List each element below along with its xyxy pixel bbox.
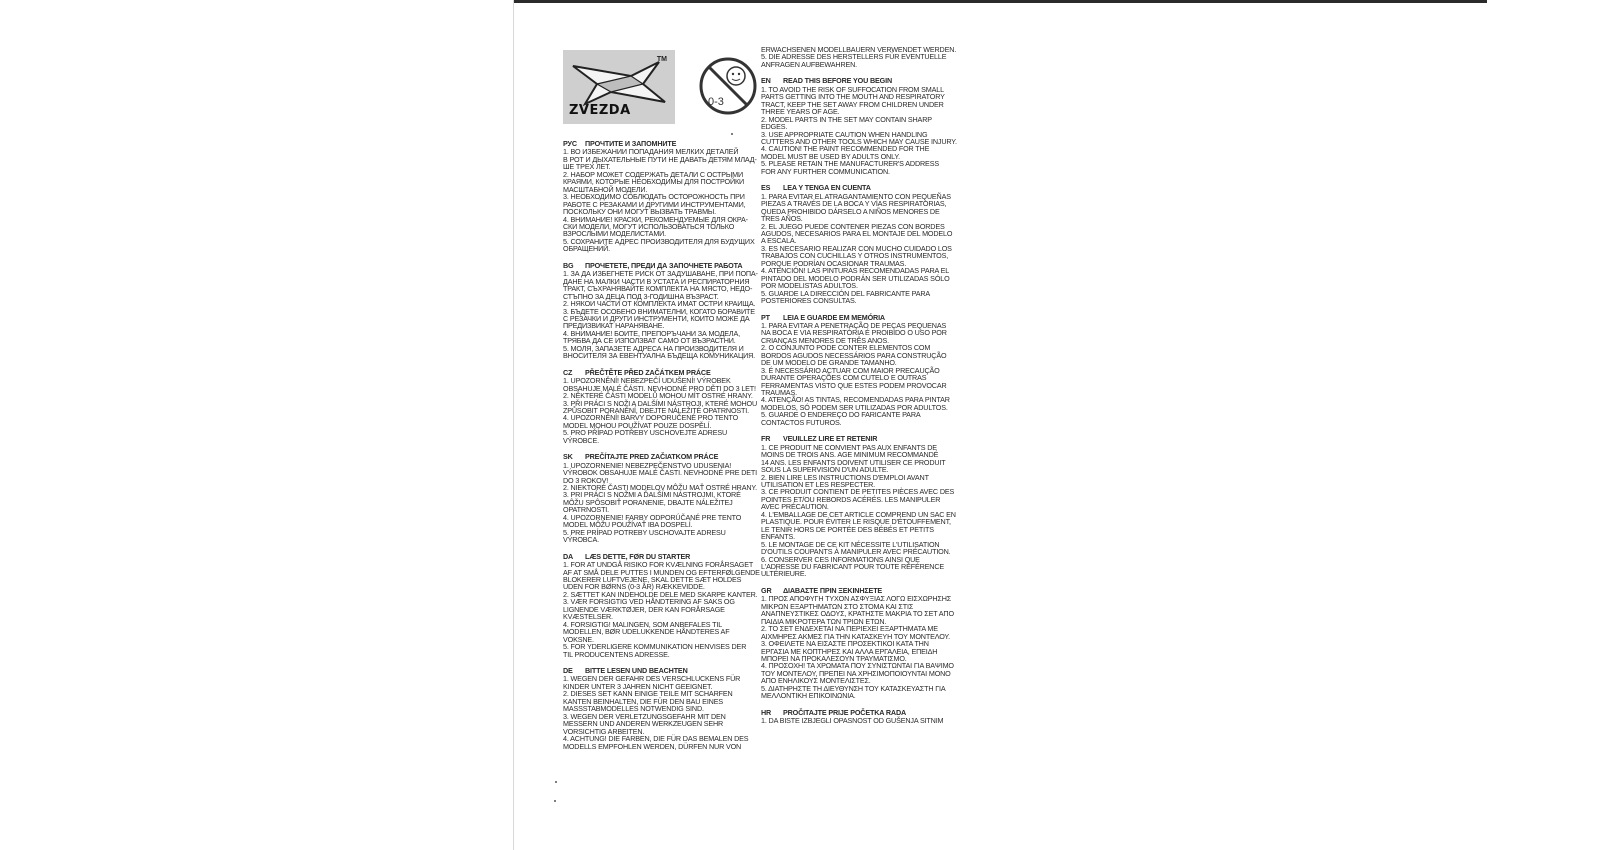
- instruction-line: ПРЕДИЗВИКАТ НАРАНЯВАНЕ.: [563, 321, 665, 331]
- instruction-line: 5. PRE PRÍPAD POTREBY USCHOVAJTE ADRESU: [563, 527, 726, 537]
- section-title: READ THIS BEFORE YOU BEGIN: [783, 76, 892, 86]
- instruction-line: СКИ МОДЕЛИ, МОГУТ ИСПОЛЬЗОВАТЬСЯ ТОЛЬКО: [563, 221, 735, 231]
- section-title: LEIA E GUARDE EM MEMÓRIA: [783, 312, 885, 322]
- instruction-line: ΕΡΓΑΣΙΑ ΜΕ ΚΟΠΤΗΡΕΣ ΚΑΙ ΑΛΛΑ ΕΡΓΑΛΕΙΑ, ΕΠΕΙΔΗ: [761, 646, 938, 656]
- instruction-line: ZPŮSOBIT PORANĚNÍ, DBEJTE NÁLEŽITÉ OPATRNOSTI.: [563, 405, 749, 415]
- instruction-line: 4. ВНИМАНИЕ! БОИТЕ, ПРЕПОРЪЧАНИ ЗА МОДЕЛА,: [563, 328, 740, 338]
- instruction-line: L'ADRESSE DU FABRICANT POUR TOUTE RÉFÉRENCE: [761, 562, 945, 571]
- section-title: LÆS DETTE, FØR DU STARTER: [585, 551, 691, 561]
- instruction-line: 5. PRO PŘÍPAD POTŘEBY USCHOVEJTE ADRESU: [563, 428, 728, 438]
- instruction-line: VÝROBCA.: [563, 535, 599, 545]
- instruction-line: ТРАКТ, СЪХРАНЯВАЙТЕ КОМПЛЕКТА НА МЯСТО, НЕДО-: [563, 284, 753, 294]
- instruction-line: PIEZAS A TRAVÉS DE LA BOCA Y VÍAS RESPIRATORIAS,: [761, 199, 947, 209]
- instruction-line: MOINS DE TROIS ANS. AGE MINIMUM RECOMMANDÉ: [761, 450, 939, 460]
- section-title: BITTE LESEN UND BEACHTEN: [585, 666, 688, 675]
- instruction-line: SOUS LA SUPERVISION D'UN ADULTE.: [761, 465, 889, 475]
- instruction-line: NA BOCA E VIA RESPIRATÓRIA É PROIBIDO O USO POR: [761, 328, 947, 338]
- trademark-mark: TM: [656, 56, 667, 63]
- instruction-line: 14 ANS. LES ENFANTS DOIVENT UTILISER CE PRODUIT: [761, 457, 946, 467]
- instruction-line: POSTERIORES CONSULTAS.: [761, 296, 857, 306]
- instruction-line: 3. БЪДЕТЕ ОСОБЕНО ВНИМАТЕЛНИ, КОГАТО БОРАВИТЕ: [563, 306, 755, 316]
- instruction-line: VÝROBOK OBSAHUJE MALÉ ČASTI. NEVHODNÉ PRE DETI: [563, 468, 757, 478]
- instruction-line: DE UM MODELO DE GRANDE TAMANHO.: [761, 358, 897, 368]
- instruction-line: ΜΠΟΡΕΙ ΝΑ ΠΡΟΚΑΛΕΣΟΥΝ ΤΡΑΥΜΑΤΙΣΜΟ.: [761, 653, 907, 663]
- warning-section: [563, 667, 781, 750]
- instruction-line: 2. DIESES SET KANN EINIGE TEILE MIT SCHARFEN: [563, 689, 733, 699]
- instruction-line: POR MODELISTAS ADULTOS.: [761, 281, 858, 291]
- instruction-line: TIL PRODUCENTENS ADRESSE.: [563, 649, 670, 659]
- warning-section: [761, 435, 961, 578]
- instruction-line: TRACT, KEEP THE SET AWAY FROM CHILDREN UNDER: [761, 99, 944, 109]
- instruction-line: 4. L'EMBALLAGE DE CET ARTICLE COMPREND UN SAC EN: [761, 509, 956, 519]
- warning-section: [563, 553, 781, 658]
- instruction-line: 2. O CONJUNTO PODE CONTER ELEMENTOS COM: [761, 343, 931, 353]
- instruction-line: 5. LE MONTAGE DE CE KIT NÉCESSITE L'UTILISATION: [761, 539, 940, 549]
- instruction-line: 2. MODEL PARTS IN THE SET MAY CONTAIN SHARP: [761, 114, 932, 124]
- instruction-line: CRIANÇAS MENORES DE TRÊS ANOS.: [761, 335, 889, 345]
- instruction-line: 3. USE APPROPRIATE CAUTION WHEN HANDLING: [761, 129, 928, 139]
- instruction-line: 5. PLEASE RETAIN THE MANUFACTURER'S ADDRESS: [761, 159, 939, 169]
- instruction-line: MODELOS, SÓ PODEM SER UTILIZADAS POR ADULTOS.: [761, 402, 948, 412]
- instruction-line: ΜΙΚΡΩΝ ΕΞΑΡΤΗΜΑΤΩΝ ΣΤΟ ΣΤΟΜΑ ΚΑΙ ΣΤΙΣ: [761, 601, 914, 611]
- section-heading: [563, 140, 781, 147]
- language-code: SK: [563, 452, 573, 462]
- instruction-line: 2. НАБОР МОЖЕТ СОДЕРЖАТЬ ДЕТАЛИ С ОСТРЫМИ: [563, 169, 743, 179]
- instruction-line: ΑΝΑΠΝΕΥΣΤΙΚΕΣ ΟΔΟΥΣ, ΚΡΑΤΗΣΤΕ ΜΑΚΡΙΑ ΤΟ ΣΕΤ ΑΠΟ: [761, 609, 954, 619]
- instruction-line: 2. EL JUEGO PUEDE CONTENER PIEZAS CON BORDES: [761, 221, 945, 231]
- instruction-line: ОБРАЩЕНИЙ.: [563, 244, 610, 254]
- instruction-line: ΠΑΙΔΙΑ ΜΙΚΡΟΤΕΡΑ ΤΩΝ ΤΡΙΩΝ ΕΤΩΝ.: [761, 616, 887, 626]
- instruction-line: 2. NIEKTORÉ ČASTI MODELOV MÔŽU MAŤ OSTRÉ HRANY.: [563, 483, 757, 493]
- instruction-line: 1. DA BISTE IZBJEGLI OPASNOST OD GUŠENJA SITNIM: [761, 716, 944, 726]
- warning-section: [761, 709, 961, 725]
- instruction-line: AF AT SMÅ DELE PUTTES I MUNDEN OG EFTERFØLGENDE: [563, 567, 760, 577]
- scan-speck: [554, 800, 556, 802]
- instruction-line: BORDOS AGUDOS NECESSÁRIOS PARA CONSTRUÇÃO: [761, 350, 947, 360]
- section-title: ПРОЧЕТЕТЕ, ПРЕДИ ДА ЗАПОЧНЕТЕ РАБОТА: [585, 260, 743, 270]
- instruction-line: 3. WEGEN DER VERLETZUNGSGEFAHR MIT DEN: [563, 711, 726, 721]
- instruction-line: 3. PŘI PRÁCI S NOŽI A DALŠÍMI NÁSTROJI, KTERÉ MOHOU: [563, 398, 758, 408]
- language-code: РУС: [563, 139, 577, 148]
- instruction-line: MODEL MUST BE USED BY ADULTS ONLY.: [761, 151, 900, 161]
- instruction-line: 1. ВО ИЗБЕЖАНИИ ПОПАДАНИЯ МЕЛКИХ ДЕТАЛЕЙ: [563, 147, 739, 157]
- instruction-line: 6. CONSERVER CES INFORMATIONS AINSI QUE: [761, 554, 920, 564]
- age-warning-label: 0-3: [708, 96, 724, 108]
- section-title: PREČÍTAJTE PRED ZAČIATKOM PRÁCE: [585, 452, 719, 462]
- instruction-sheet: [560, 44, 965, 834]
- instruction-line: MÔŽU SPÔSOBIŤ PORANENIE, DBAJTE NÁLEŽITEJ: [563, 497, 733, 507]
- instruction-line: 5. GUARDE O ENDEREÇO DO FARICANTE PARA: [761, 410, 921, 420]
- instruction-line: MODEL MOHOU POUŽÍVAT POUZE DOSPĚLÍ.: [563, 420, 712, 430]
- instruction-line: ΑΠΟ ΕΝΗΛΙΚΟΥΣ ΜΟΝΤΕΛΙΣΤΕΣ.: [761, 676, 871, 686]
- instruction-line: OPATRNOSTI.: [563, 505, 610, 515]
- section-heading: [761, 314, 961, 321]
- instruction-line: FOR ANY FURTHER COMMUNICATION.: [761, 166, 890, 176]
- warning-section: [761, 587, 961, 700]
- instruction-line: 1. WEGEN DER GEFAHR DES VERSCHLUCKENS FÜR: [563, 674, 741, 684]
- instruction-line: PINTADO DEL MODELO PODRÁN SER UTILIZADAS SÓLO: [761, 273, 950, 283]
- instruction-line: VORSICHTIG ARBEITEN.: [563, 726, 645, 736]
- instruction-line: 3. ΟΦΕΙΛΕΤΕ ΝΑ ΕΙΣΑΣΤΕ ΠΡΟΣΕΚΤΙΚΟΙ ΚΑΤΑ ΤΗΝ: [761, 639, 929, 649]
- instruction-line: С РЕЗАЧКИ И ДРУГИ ИНСТРУМЕНТИ, КОИТО МОЖЕ ДА: [563, 313, 750, 323]
- instruction-line: В РОТ И ДЫХАТЕЛЬНЫЕ ПУТИ НЕ ДАВАТЬ ДЕТЯМ МЛАД-: [563, 154, 757, 164]
- warning-section: [563, 453, 781, 543]
- instruction-line: КРАЯМИ, КОТОРЫЕ НЕОБХОДИМЫ ДЛЯ ПОСТРОЙКИ: [563, 177, 745, 187]
- scan-speck: [555, 781, 557, 783]
- instruction-line: MODELLS EMPFOHLEN WERDEN, DÜRFEN NUR VON: [563, 741, 742, 751]
- instruction-line: QUEDA PROHIBIDO DÁRSELO A NIÑOS MENORES DE: [761, 206, 940, 216]
- instruction-line: 4. ВНИМАНИЕ! КРАСКИ, РЕКОМЕНДУЕМЫЕ ДЛЯ ОКРА-: [563, 214, 748, 224]
- instruction-line: ULTÉRIEURE.: [761, 569, 807, 579]
- language-code: DE: [563, 666, 573, 675]
- instruction-line: 5. FOR YDERLIGERE KOMMUNIKATION HENVISES DER: [563, 642, 747, 652]
- instruction-line: PLASTIQUE. POUR ÉVITER LE RISQUE D'ÉTOUFFEMENT,: [761, 517, 951, 527]
- instruction-line: 1. TO AVOID THE RISK OF SUFFOCATION FROM SMALL: [761, 84, 944, 94]
- instruction-line: PARTS GETTING INTO THE MOUTH AND RESPIRATORY: [761, 92, 945, 102]
- instruction-line: A ESCALA.: [761, 236, 797, 246]
- section-title: VEUILLEZ LIRE ET RETENIR: [783, 434, 878, 444]
- instruction-line: FERRAMENTAS VISTO QUE ESTES PODEM PROVOCAR: [761, 380, 947, 390]
- instruction-line: СТЪПНО ЗА ДЕЦА ПОД 3-ГОДИШНА ВЪЗРАСТ.: [563, 291, 719, 301]
- section-title: ΔΙΑΒΑΣΤΕ ΠΡΙΝ ΞΕΚΙΝΗΣΕΤΕ: [783, 585, 883, 595]
- section-heading: [563, 667, 781, 674]
- instruction-line: TRES AÑOS.: [761, 214, 803, 224]
- instruction-line: 2. ΤΟ ΣΕΤ ΕΝΔΕΧΕΤΑΙ ΝΑ ΠΕΡΙΕΧΕΙ ΕΞΑΡΤΗΜΑΤΑ ΜΕ: [761, 624, 938, 634]
- warning-section: [761, 184, 961, 304]
- instruction-line: ERWACHSENEN MODELLBAUERN VERWENDET WERDEN.: [761, 45, 957, 54]
- instruction-line: AVEC PRÉCAUTION.: [761, 502, 829, 512]
- instruction-line: 2. НЯКОИ ЧАСТИ ОТ КОМПЛЕКТА ИМАТ ОСТРИ КРАИЩА.: [563, 299, 756, 309]
- instruction-line: 3. НЕОБХОДИМО СОБЛЮДАТЬ ОСТОРОЖНОСТЬ ПРИ: [563, 192, 745, 202]
- instruction-line: BLOKERER LUFTVEJENE, SKAL DETTE SÆT HOLDES: [563, 575, 742, 585]
- instruction-line: МАСШТАБНОЙ МОДЕЛИ.: [563, 184, 648, 194]
- instruction-line: ANFRAGEN AUFBEWAHREN.: [761, 59, 858, 69]
- language-code: EN: [761, 76, 771, 86]
- instruction-line: KANTEN BEINHALTEN, DIE FÜR DEN BAU EINES: [563, 696, 724, 706]
- instruction-line: 3. É NECESSÁRIO ACTUAR COM MAIOR PRECAUÇÃO: [761, 365, 940, 375]
- no-children-under-3-icon: [698, 56, 758, 116]
- scan-top-border: [513, 0, 1487, 3]
- instruction-line: 4. ΠΡΟΣΟΧΗ! ΤΑ ΧΡΩΜΑΤΑ ΠΟΥ ΣΥΝΙΣΤΩΝΤΑΙ ΓΙΑ ΒΑΨΙΜΟ: [761, 661, 954, 671]
- warning-section: [563, 262, 781, 360]
- logo-wordmark: ZVEZDA: [569, 103, 631, 118]
- scan-left-border: [513, 0, 514, 850]
- language-code: CZ: [563, 367, 573, 377]
- instruction-line: DO 3 ROKOV!: [563, 475, 609, 485]
- warning-section: [761, 46, 961, 68]
- instruction-line: 3. VÆR FORSIGTIG VED HÅNDTERING AF SAKS OG: [563, 597, 735, 607]
- warning-section: [761, 77, 961, 175]
- instruction-line: 5. МОЛЯ, ЗАПАЗЕТЕ АДРЕСА НА ПРОИЗВОДИТЕЛЯ И: [563, 343, 744, 353]
- right-text-column: [761, 46, 961, 734]
- left-text-column: [563, 140, 781, 759]
- instruction-line: TRAUMAS.: [761, 388, 797, 398]
- instruction-line: ΑΙΧΜΗΡΕΣ ΑΚΜΕΣ ΓΙΑ ΤΗΝ ΚΑΤΑΣΚΕΥΗ ΤΟΥ ΜΟΝΤΕΛΟΥ.: [761, 631, 950, 641]
- instruction-line: CUTTERS AND OTHER TOOLS WHICH MAY CAUSE INJURY.: [761, 136, 957, 146]
- instruction-line: РАБОТЕ С РЕЗАКАМИ И ДРУГИМИ ИНСТРУМЕНТАМИ,: [563, 199, 746, 209]
- instruction-line: 2. NĚKTERÉ ČÁSTI MODELŮ MOHOU MÍT OSTRÉ HRANY.: [563, 391, 753, 401]
- instruction-line: MESSERN UND ANDEREN WERKZEUGEN SEHR: [563, 719, 724, 729]
- instruction-line: ШЕ ТРЕХ ЛЕТ.: [563, 162, 611, 172]
- instruction-line: OBSAHUJE MALÉ ČÁSTI. NEVHODNÉ PRO DĚTI DO 3 LET!: [563, 383, 756, 393]
- instruction-line: 1. CE PRODUIT NE CONVIENT PAS AUX ENFANTS DE: [761, 442, 937, 452]
- instruction-line: LE TENIR HORS DE PORTÉE DES BÉBÉS ET PETITS: [761, 524, 934, 534]
- instruction-line: VÝROBCE.: [563, 435, 599, 445]
- instruction-line: 2. SÆTTET KAN INDEHOLDE DELE MED SKARPE KANTER.: [563, 589, 758, 599]
- language-code: FR: [761, 434, 771, 444]
- section-heading: [761, 435, 961, 442]
- language-code: DA: [563, 551, 574, 561]
- instruction-line: 4. ACHTUNG! DIE FARBEN, DIE FÜR DAS BEMALEN DES: [563, 734, 749, 744]
- instruction-line: ТРЯБВА ДА СЕ ИЗПОЛЗВАТ САМО ОТ ВЪЗРАСТНИ.: [563, 336, 736, 346]
- zvezda-logo: [563, 50, 675, 124]
- instruction-line: 1. PARA EVITAR A PENETRAÇÃO DE PEÇAS PEQUENAS: [761, 320, 947, 330]
- instruction-line: KINDER UNTER 3 JAHREN NICHT GEEIGNET.: [563, 681, 713, 691]
- instruction-line: 3. PRI PRÁCI S NOŽMI A ĎALŠÍMI NÁSTROJMI, KTORÉ: [563, 490, 741, 500]
- instruction-line: ВЗРОСЛЫМИ МОДЕЛИСТАМИ.: [563, 229, 667, 239]
- language-code: HR: [761, 707, 772, 717]
- instruction-line: MODELLEN, BØR UDELUKKENDE HÅNDTERES AF: [563, 627, 730, 637]
- instruction-line: VOKSNE.: [563, 634, 594, 644]
- instruction-line: 1. UPOZORNENIE! NEBEZPEČENSTVO UDUSENIA!: [563, 460, 732, 470]
- instruction-line: UDEN FOR BØRNS (0-3 ÅR) RÆKKEVIDDE.: [563, 582, 705, 592]
- instruction-line: KVÆSTELSER.: [563, 612, 613, 622]
- warning-section: [563, 369, 781, 445]
- instruction-line: ВНОСИТЕЛЯ ЗА ЕВЕНТУАЛНА БЪДЕЩА КОМУНИКАЦИЯ.: [563, 351, 756, 361]
- instruction-line: 3. ES NECESARIO REALIZAR CON MUCHO CUIDADO LOS: [761, 243, 952, 253]
- instruction-line: 4. CAUTION! THE PAINT RECOMMENDED FOR THE: [761, 144, 930, 154]
- language-code: ES: [761, 183, 771, 193]
- instruction-line: 4. FORSIGTIG! MALINGEN, SOM ANBEFALES TIL: [563, 619, 723, 629]
- instruction-line: 4. UPOZORNĚNÍ! BARVY DOPORUČENÉ PRO TENTO: [563, 413, 739, 423]
- section-heading: [563, 262, 781, 269]
- section-heading: [761, 709, 961, 716]
- instruction-line: UTILISATION ET LES RESPECTER.: [761, 480, 876, 490]
- instruction-line: ΜΕΛΛΟΝΤΙΚΗ ΕΠΙΚΟΙΝΩΝΙΑ.: [761, 691, 856, 701]
- section-heading: [761, 587, 961, 594]
- section-title: LEA Y TENGA EN CUENTA: [783, 183, 871, 193]
- instruction-line: ДАНЕ НА МАЛКИ ЧАСТИ В УСТАТА И РЕСПИРАТОРНИЯ: [563, 276, 750, 286]
- section-heading: [563, 553, 781, 560]
- instruction-line: LIGNENDE VÆRKTØJER, DER KAN FORÅRSAGE: [563, 604, 725, 614]
- scan-speck: [731, 133, 733, 135]
- instruction-line: THREE YEARS OF AGE.: [761, 107, 840, 117]
- instruction-line: 5. DIE ADRESSE DES HERSTELLERS FÜR EVENTUELLE: [761, 52, 947, 62]
- warning-section: [563, 140, 781, 253]
- instruction-line: 1. ЗА ДА ИЗБЕГНЕТЕ РИСК ОТ ЗАДУШАВАНЕ, ПРИ ПОПА-: [563, 269, 758, 279]
- instruction-line: 5. СОХРАНИТЕ АДРЕС ПРОИЗВОДИТЕЛЯ ДЛЯ БУДУЩИХ: [563, 236, 755, 246]
- instruction-line: POINTES ET/OU REBORDS ACÉRÉS. LES MANIPULER: [761, 494, 941, 504]
- section-heading: [563, 453, 781, 460]
- instruction-line: DURANTE OPERAÇÕES COM CUTELO E OUTRAS: [761, 373, 927, 383]
- instruction-line: 2. BIEN LIRE LES INSTRUCTIONS D'EMPLOI AVANT: [761, 472, 929, 482]
- instruction-line: MASSSTABMODELLES NOTWENDIG SIND.: [563, 704, 704, 714]
- instruction-line: ПОСКОЛЬКУ ОНИ МОГУТ ВЫЗВАТЬ ТРАВМЫ.: [563, 207, 716, 217]
- instruction-line: ENFANTS.: [761, 532, 795, 542]
- section-heading: [563, 369, 781, 376]
- instruction-line: ΤΟΥ ΜΟΝΤΕΛΟΥ, ΠΡΕΠΕΙ ΝΑ ΧΡΗΣΙΜΟΠΟΙΟΥΝΤΑΙ ΜΟΝΟ: [761, 668, 951, 678]
- section-title: PROČITAJTE PRIJE POČETKA RADA: [783, 707, 907, 717]
- instruction-line: 1. FOR AT UNDGÅ RISIKO FOR KVÆLNING FORÅRSAGET: [563, 560, 754, 570]
- instruction-line: 1. PARA EVITAR EL ATRAGANTAMIENTO CON PEQUEÑAS: [761, 191, 951, 201]
- section-title: ПРОЧТИТЕ И ЗАПОМНИТЕ: [585, 139, 677, 148]
- instruction-line: 4. ATENÇÃO! AS TINTAS, RECOMENDADAS PARA PINTAR: [761, 395, 950, 405]
- instruction-line: TRABAJOS CON CUCHILLAS Y OTROS INSTRUMENTOS,: [761, 251, 949, 261]
- instruction-line: 4. ATENCIÓN! LAS PINTURAS RECOMENDADAS PARA EL: [761, 266, 950, 276]
- language-code: PT: [761, 312, 770, 322]
- instruction-line: 4. UPOZORNENIE! FARBY ODPORÚČANÉ PRE TENTO: [563, 512, 742, 522]
- instruction-line: 1. ΠΡΟΣ ΑΠΟΦΥΓΗ ΤΥΧΟΝ ΑΣΦΥΞΙΑΣ ΛΟΓΩ ΕΙΣΧΩΡΗΣΗΣ: [761, 594, 952, 604]
- section-title: PŘEČTĚTE PŘED ZAČÁTKEM PRÁCE: [585, 367, 711, 377]
- instruction-line: 5. GUARDE LA DIRECCIÓN DEL FABRICANTE PARA: [761, 288, 931, 298]
- instruction-line: 1. UPOZORNĚNÍ! NEBEZPEČÍ UDUŠENÍ! VÝROBEK: [563, 376, 731, 386]
- instruction-line: D'OUTILS COUPANTS À MANIPULER AVEC PRÉCAUTION.: [761, 547, 951, 557]
- instruction-line: 3. CE PRODUIT CONTIENT DE PETITES PIÈCES AVEC DES: [761, 487, 955, 497]
- instruction-line: EDGES.: [761, 122, 788, 132]
- section-heading: [761, 77, 961, 84]
- star-logo-icon: [571, 58, 667, 106]
- instruction-line: MODEL MÔŽU POUŽÍVAŤ IBA DOSPELÍ.: [563, 520, 693, 530]
- section-heading: [761, 184, 961, 191]
- instruction-line: CONTACTOS FUTUROS.: [761, 417, 842, 427]
- instruction-line: 5. ΔΙΑΤΗΡΗΣΤΕ ΤΗ ΔΙΕΥΘΥΝΣΗ ΤΟΥ ΚΑΤΑΣΚΕΥΑΣΤΗ ΓΙΑ: [761, 683, 946, 693]
- warning-section: [761, 314, 961, 427]
- instruction-line: PORQUE PODRÍAN OCASIONAR TRAUMAS.: [761, 258, 907, 268]
- language-code: GR: [761, 585, 772, 595]
- instruction-line: AGUDOS, NECESARIOS PARA EL MONTAJE DEL MODELO: [761, 228, 953, 238]
- language-code: BG: [563, 260, 574, 270]
